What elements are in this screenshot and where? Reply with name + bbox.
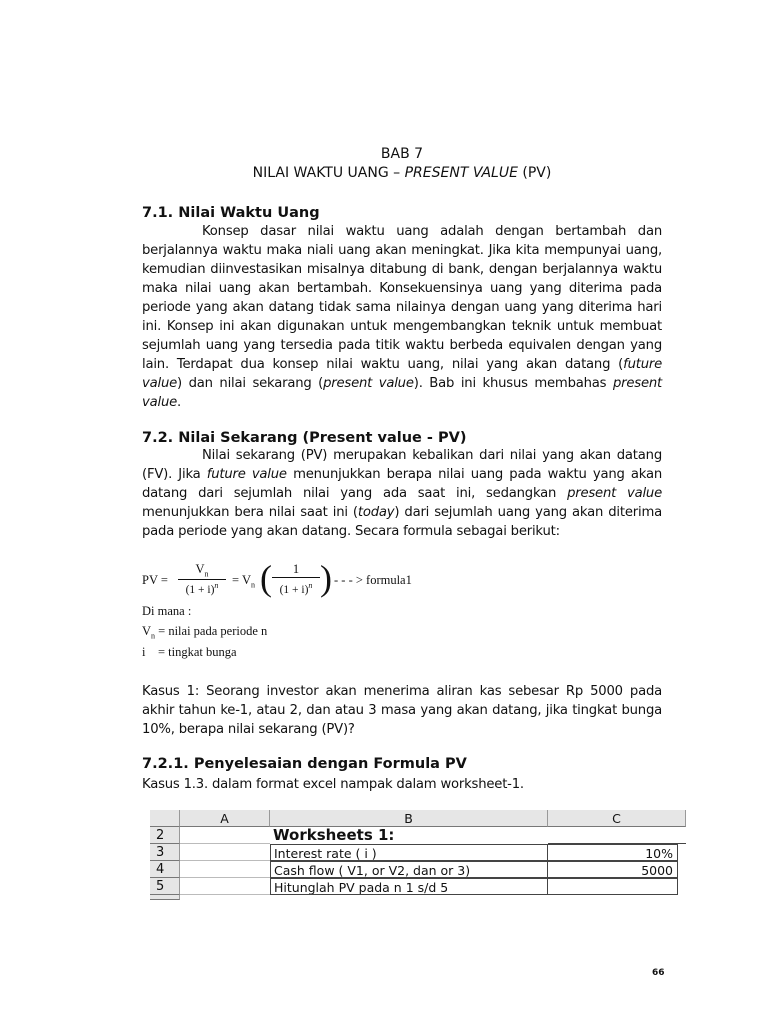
row-number: 5 — [150, 878, 180, 895]
excel-worksheet — [150, 810, 686, 900]
definitions-title: Di mana : — [142, 604, 192, 618]
cell-b: Cash flow ( V1, or V2, dan or 3) — [270, 861, 548, 878]
worksheet-row — [150, 861, 686, 878]
chapter-label: BAB 7 — [380, 146, 424, 162]
section-7-1-paragraph: Konsep dasar nilai waktu uang adalah dengan bertambah dan berjalannya waktu maka niali uang akan meningkat. Jika kita mempunyai uang, kemudian diinvestasikan misalnya ditabung di bank, dengan berjalannya waktu maka nilai uang akan bertambah. Konsekuensinya uang yang diterima pada periode yang akan datang tidak sama nilainya dengan uang yang diterima hari ini. Konsep ini akan digunakan untuk mengembangkan teknik untuk membuat sejumlah uang yang tersedia pada titik waktu berbeda equivalen dengan yang lain. Terdapat dua konsep nilai waktu uang, nilai yang akan datang (future value) dan nilai sekarang (present value). Bab ini khusus membahas present value. — [142, 224, 662, 410]
right-paren: ) — [320, 558, 332, 598]
cell-b: Interest rate ( i ) — [270, 844, 548, 861]
pv-formula — [142, 558, 562, 606]
corner-cell — [150, 810, 180, 827]
page-number: 66 — [652, 968, 665, 978]
row-number: 3 — [150, 844, 180, 861]
formula-fraction-den: $(1 + i)^n$ — [185, 581, 219, 596]
worksheet-row — [150, 878, 686, 895]
worksheet-row — [150, 827, 686, 844]
column-header-row — [150, 810, 686, 827]
section-heading-7-2-1: 7.2.1. Penyelesaian dengan Formula PV — [142, 756, 467, 772]
column-header-c: C — [548, 810, 686, 827]
cell-c — [548, 878, 678, 895]
cell-b: Worksheets 1: — [273, 827, 395, 844]
formula-inner-den: $(1 + i)^n$ — [279, 581, 313, 596]
worksheet-row — [150, 844, 686, 861]
partial-row — [150, 895, 686, 900]
formula-eq2: = $V_n$ — [232, 573, 255, 590]
section-7-2-paragraph: Nilai sekarang (PV) merupakan kebalikan dari nilai yang akan datang (FV). Jika future value menunjukkan berapa nilai uang pada waktu yang akan datang dari sejumlah nilai yang ada saat ini, sedangkan present value menunjukkan bera nilai saat ini (today) dari sejumlah uang yang akan diterima pada periode yang akan datang. Secara formula sebagai berikut: — [142, 448, 662, 539]
definition-i: i = tingkat bunga — [142, 645, 237, 659]
left-paren: ( — [260, 558, 272, 598]
cell-c: 10% — [548, 844, 678, 861]
section-heading-7-1: 7.1. Nilai Waktu Uang — [142, 205, 320, 221]
section-heading-7-2: 7.2. Nilai Sekarang (Present value - PV) — [142, 430, 467, 446]
formula-inner-num: 1 — [272, 562, 320, 578]
row-number: 2 — [150, 827, 180, 844]
column-header-b: B — [270, 810, 548, 827]
formula-tail: - - - > formula1 — [334, 573, 412, 587]
section-7-2-1-intro: Kasus 1.3. dalam format excel nampak dalam worksheet-1. — [142, 777, 524, 792]
cell-c: 5000 — [548, 861, 678, 878]
case-1-paragraph: Kasus 1: Seorang investor akan menerima aliran kas sebesar Rp 5000 pada akhir tahun ke-1, atau 2, dan atau 3 masa yang akan datang, jika tingkat bunga 10%, berapa nilai sekarang (PV)? — [142, 684, 662, 737]
cell-b: Hitunglah PV pada n 1 s/d 5 — [270, 878, 548, 895]
chapter-title: NILAI WAKTU UANG – PRESENT VALUE (PV) — [252, 165, 552, 181]
formula-lhs: PV = — [142, 573, 168, 587]
cell-c — [548, 827, 686, 844]
row-number: 4 — [150, 861, 180, 878]
definition-vn: $V_n$ = nilai pada periode n — [142, 624, 268, 641]
formula-fraction-num: $V_n$ — [178, 562, 226, 580]
column-header-a: A — [180, 810, 270, 827]
